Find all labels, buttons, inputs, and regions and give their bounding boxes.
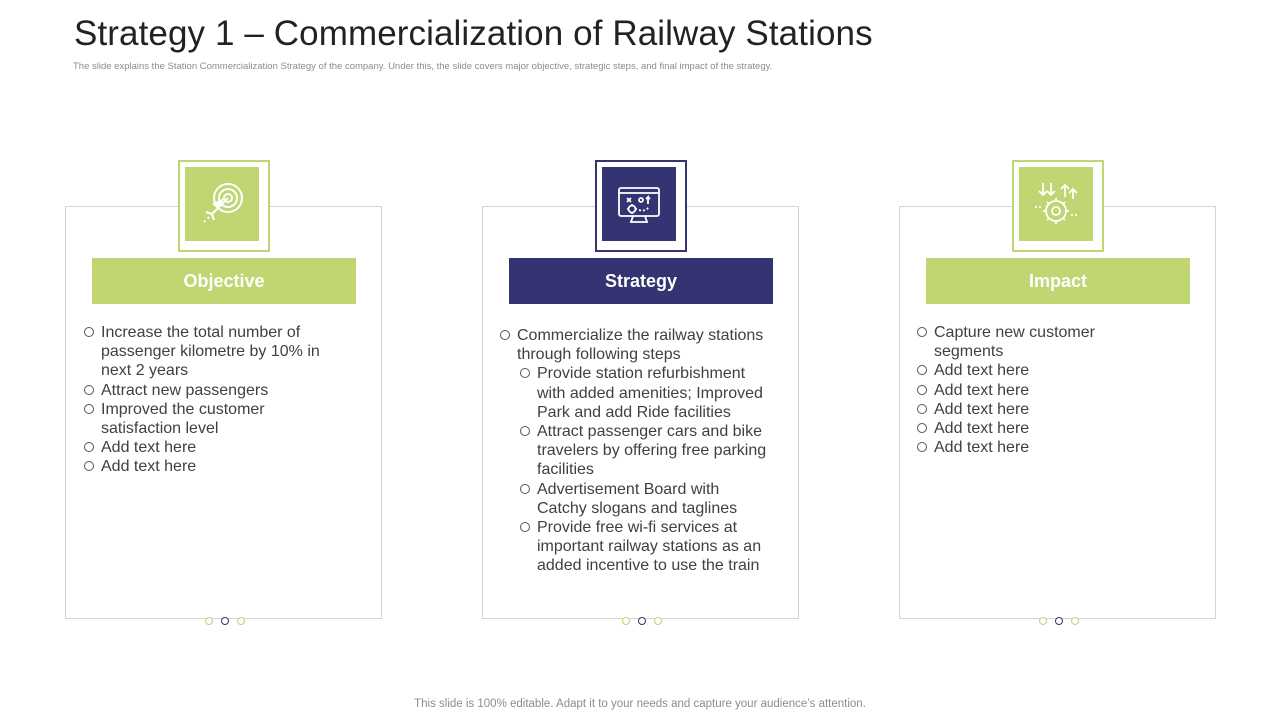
page-title: Strategy 1 – Commercialization of Railway Stations (74, 14, 873, 53)
objective-header: Objective (92, 258, 356, 304)
list-item: Add text here (83, 457, 323, 476)
objective-icon-frame (178, 160, 270, 252)
strategy-header: Strategy (509, 258, 773, 304)
impact-list (916, 323, 1156, 457)
list-item: Add text here (916, 381, 1156, 400)
page-subtitle: The slide explains the Station Commercialization Strategy of the company. Under this, the slide covers major objective, strategic steps, and final impact of the strategy. (73, 61, 773, 72)
list-item: Add text here (916, 438, 1156, 457)
pager-dot (622, 617, 630, 625)
list-item: Capture new customer segments (916, 323, 1156, 361)
list-item: Provide station refurbishment with added amenities; Improved Park and add Ride facilities (519, 364, 769, 422)
strategy-icon-frame (595, 160, 687, 252)
target-arrow-icon (192, 174, 252, 234)
list-item: Advertisement Board with Catchy slogans and taglines (519, 480, 769, 518)
strategy-pager-dots (622, 617, 662, 626)
list-item: Add text here (916, 400, 1156, 419)
impact-pager-dots (1039, 617, 1079, 626)
impact-icon-frame (1012, 160, 1104, 252)
list-item: Increase the total number of passenger kilometre by 10% in next 2 years (83, 323, 323, 381)
strategy-monitor-gear-icon (615, 180, 663, 228)
list-item: Add text here (916, 361, 1156, 380)
list-item: Improved the customer satisfaction level (83, 400, 323, 438)
strategy-steps (517, 364, 769, 575)
pager-dot (221, 617, 229, 625)
pager-dot (1039, 617, 1047, 625)
pager-dot (1071, 617, 1079, 625)
footer-note: This slide is 100% editable. Adapt it to your needs and capture your audience’s attention. (414, 698, 866, 710)
pager-dot (654, 617, 662, 625)
impact-header: Impact (926, 258, 1190, 304)
strategy-intro: Commercialize the railway stations through following steps (517, 327, 764, 364)
list-item: Attract new passengers (83, 381, 323, 400)
list-item: Add text here (916, 419, 1156, 438)
pager-dot (1055, 617, 1063, 625)
gear-arrows-icon (1029, 177, 1083, 231)
objective-pager-dots (205, 617, 245, 626)
pager-dot (638, 617, 646, 625)
strategy-list (499, 326, 769, 576)
list-item: Attract passenger cars and bike travelers by offering free parking facilities (519, 422, 769, 480)
list-item: Provide free wi-fi services at important railway stations as an added incentive to use the train (519, 518, 769, 576)
pager-dot (205, 617, 213, 625)
list-item: Add text here (83, 438, 323, 457)
pager-dot (237, 617, 245, 625)
list-item (499, 326, 769, 576)
objective-list (83, 323, 323, 477)
